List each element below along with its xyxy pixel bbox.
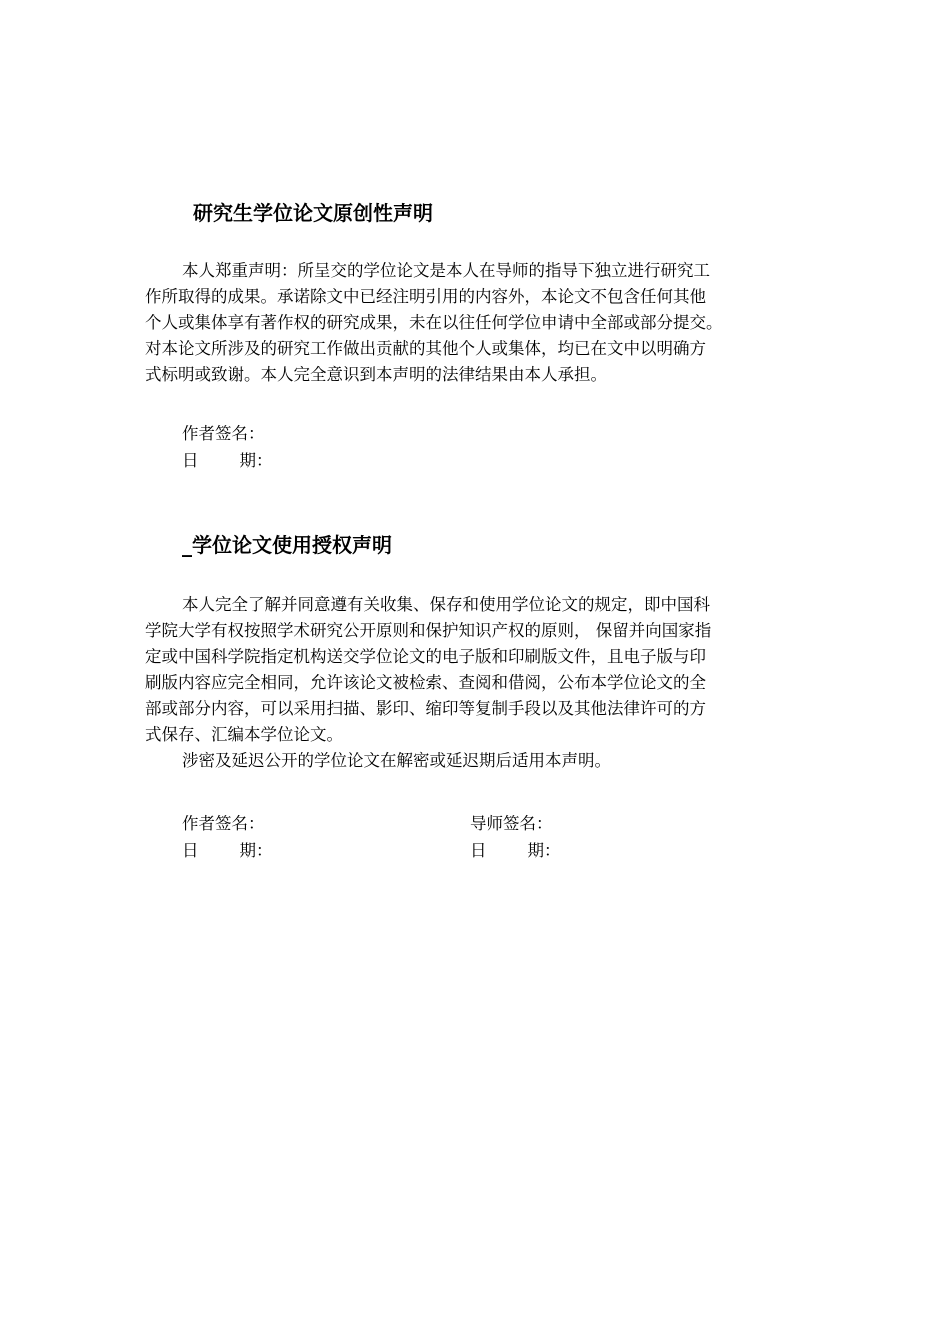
paragraph-line: 式保存、汇编本学位论文。 bbox=[145, 725, 343, 744]
date-field-author bbox=[182, 838, 273, 864]
author-signature-field-2 bbox=[182, 811, 265, 837]
paragraph-line: 定或中国科学院指定机构送交学位论文的电子版和印刷版文件，且电子版与印 bbox=[145, 647, 706, 666]
paragraph-line: 部或部分内容，可以采用扫描、影印、缩印等复制手段以及其他法律许可的方 bbox=[145, 699, 706, 718]
paragraph-line: 学院大学有权按照学术研究公开原则和保护知识产权的原则， 保留并向国家指 bbox=[145, 621, 712, 640]
date-label-period: 期： bbox=[239, 841, 273, 860]
originality-declaration-body bbox=[145, 258, 825, 388]
paragraph-line: 作所取得的成果。承诺除文中已经注明引用的内容外，本论文不包含任何其他 bbox=[145, 287, 706, 306]
date-label-day: 日 bbox=[470, 841, 487, 860]
date-field-supervisor bbox=[470, 838, 561, 864]
supervisor-signature-label: 导师签名： bbox=[470, 814, 553, 833]
date-label-day: 日 bbox=[182, 841, 199, 860]
paragraph-line: 本人郑重声明：所呈交的学位论文是本人在导师的指导下独立进行研究工 bbox=[182, 261, 710, 280]
author-signature-field bbox=[182, 421, 265, 447]
originality-declaration-title: 研究生学位论文原创性声明 bbox=[193, 201, 433, 225]
author-signature-label: 作者签名： bbox=[182, 424, 265, 443]
supervisor-signature-field bbox=[470, 811, 553, 837]
usage-authorization-body bbox=[145, 592, 825, 774]
date-label-period: 期： bbox=[527, 841, 561, 860]
paragraph-line: 本人完全了解并同意遵有关收集、保存和使用学位论文的规定，即中国科 bbox=[182, 595, 710, 614]
paragraph-line: 式标明或致谢。本人完全意识到本声明的法律结果由本人承担。 bbox=[145, 365, 607, 384]
paragraph-line: 个人或集体享有著作权的研究成果，未在以往任何学位申请中全部或部分提交。 bbox=[145, 313, 723, 332]
paragraph-line: 对本论文所涉及的研究工作做出贡献的其他个人或集体，均已在文中以明确方 bbox=[145, 339, 706, 358]
paragraph-line: 刷版内容应完全相同，允许该论文被检索、查阅和借阅，公布本学位论文的全 bbox=[145, 673, 706, 692]
paragraph-line: 涉密及延迟公开的学位论文在解密或延迟期后适用本声明。 bbox=[182, 751, 611, 770]
usage-authorization-title: _学位论文使用授权声明 bbox=[182, 533, 392, 557]
date-label-day: 日 bbox=[182, 451, 199, 470]
author-signature-label: 作者签名： bbox=[182, 814, 265, 833]
date-field bbox=[182, 448, 273, 474]
date-label-period: 期： bbox=[239, 451, 273, 470]
